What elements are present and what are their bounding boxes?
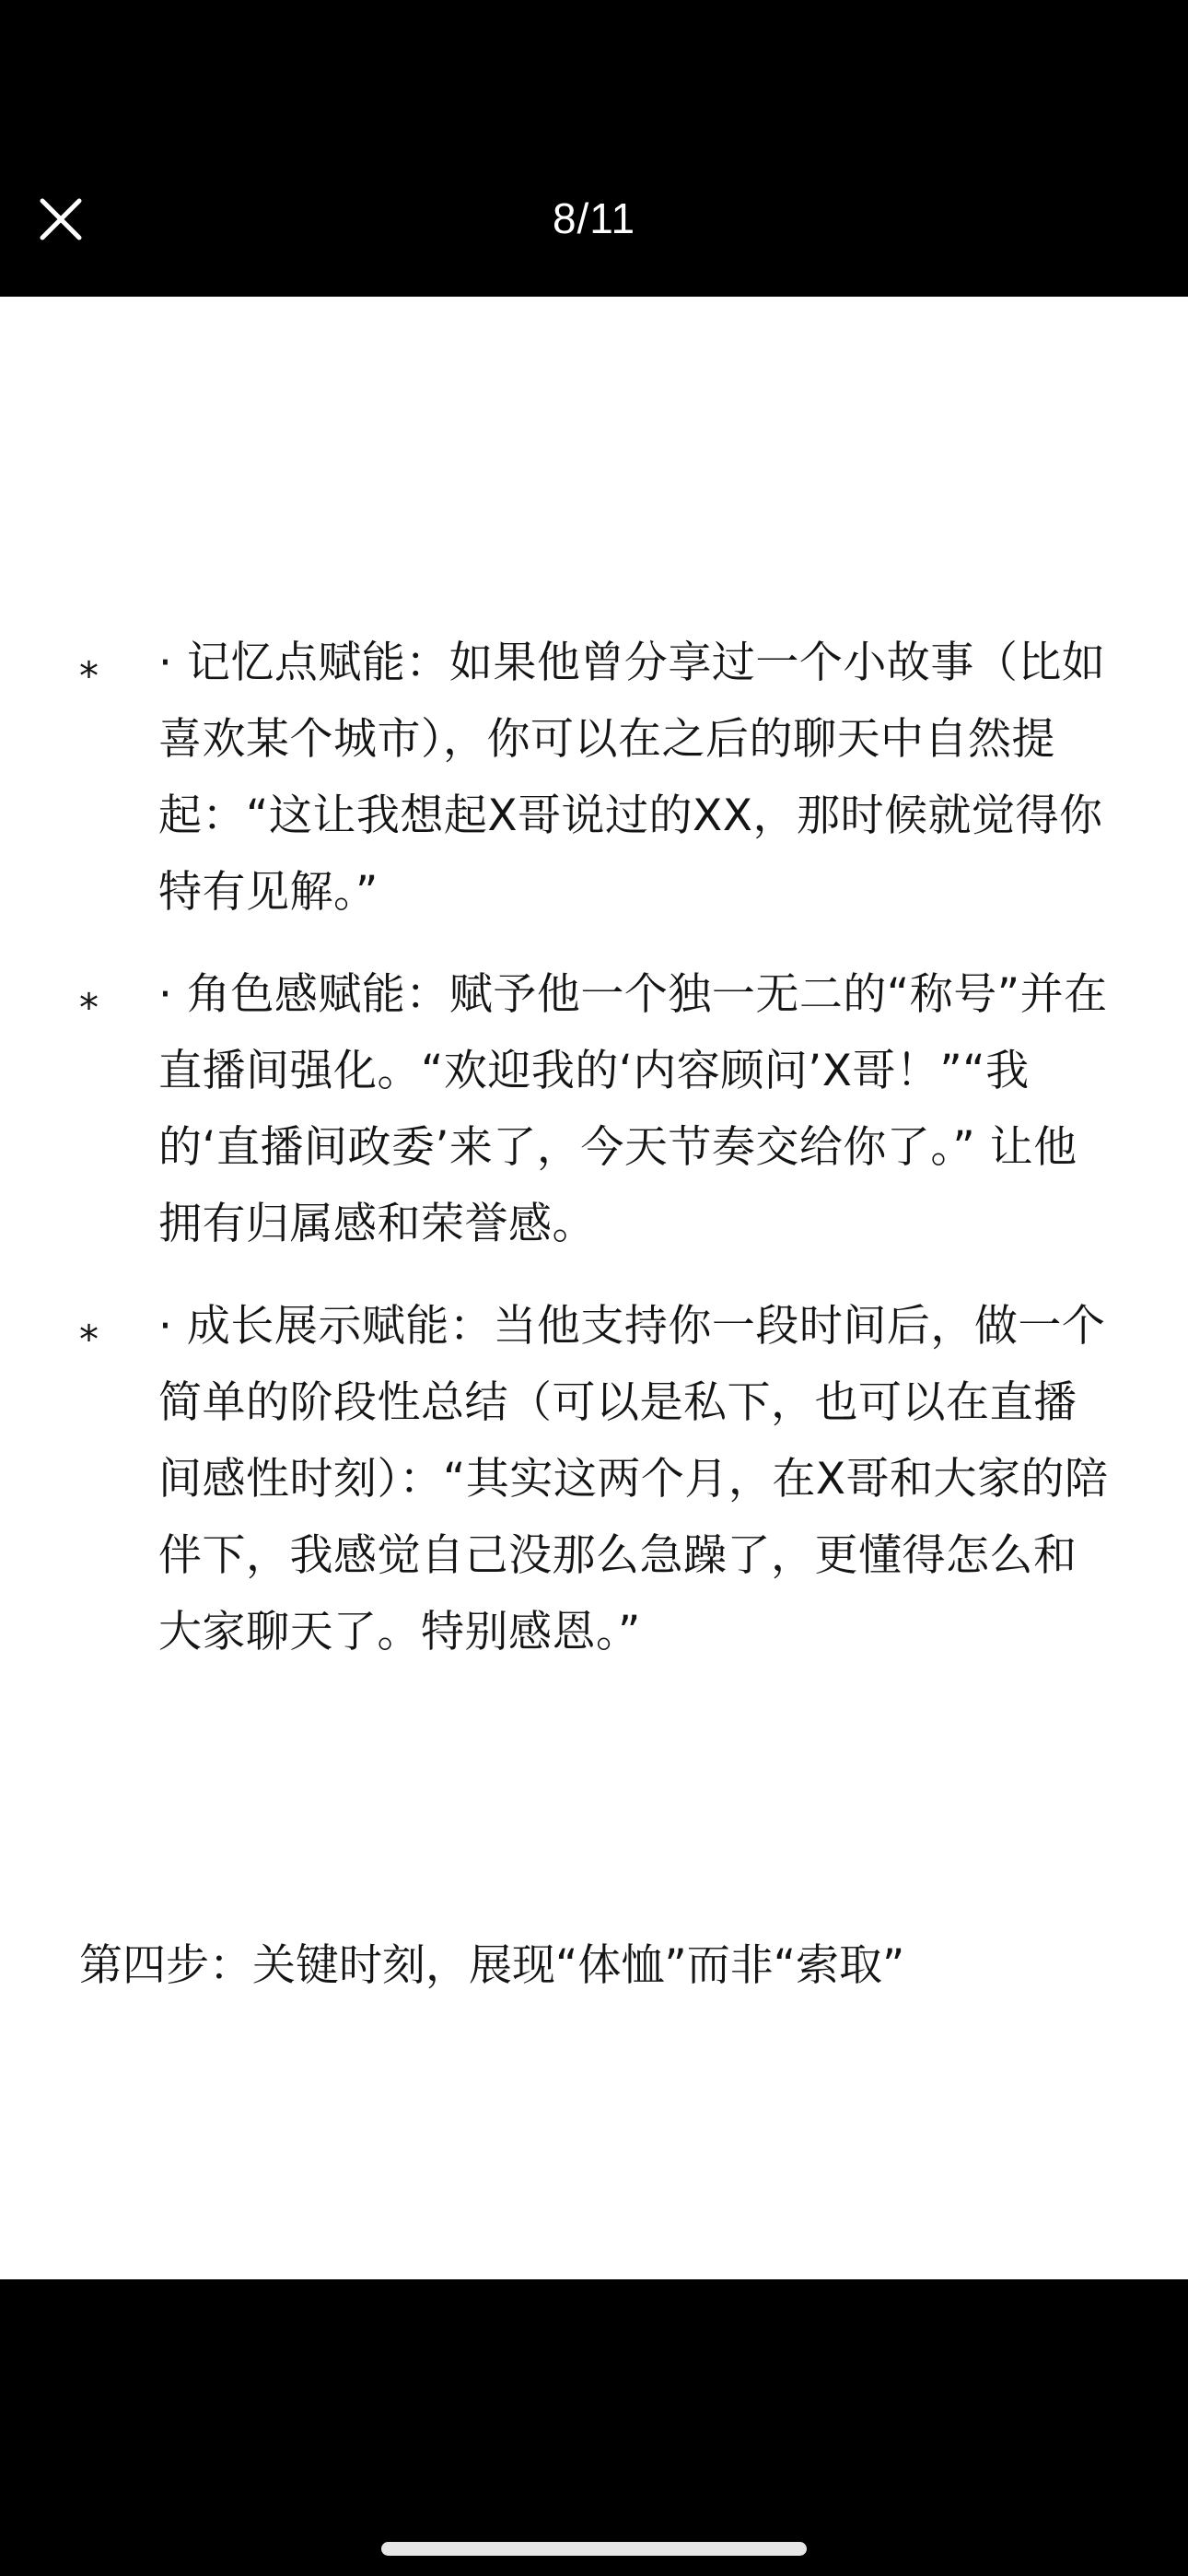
viewer-bottom-bar (0, 2279, 1188, 2576)
page-counter: 8/11 (552, 194, 636, 242)
step-heading: 第四步：关键时刻，展现“体恤”而非“索取” (79, 1940, 905, 1991)
bullet-text: · 记忆点赋能：如果他曾分享过一个小故事（比如喜欢某个城市），你可以在之后的聊天中自然提起：“这让我想起X哥说过的XX，那时候就觉得你特有见解。” (158, 638, 1106, 918)
bullet-marker: * (79, 653, 99, 698)
viewer-top-bar (0, 0, 1188, 297)
page-content (0, 297, 1188, 2279)
home-indicator[interactable] (381, 2542, 807, 2556)
bullet-marker: * (79, 1317, 99, 1362)
bullet-text: · 角色感赋能：赋予他一个独一无二的“称号”并在直播间强化。“欢迎我的‘内容顾问’X哥！”“我的‘直播间政委’来了，今天节奏交给你了。” 让他拥有归属感和荣誉感。 (158, 969, 1108, 1249)
bullet-marker: * (79, 985, 99, 1030)
bullet-text: · 成长展示赋能：当他支持你一段时间后，做一个简单的阶段性总结（可以是私下，也可以在直播间感性时刻）：“其实这两个月，在X哥和大家的陪伴下，我感觉自己没那么急躁了，更懂得怎么和大家聊天了。特别感恩。” (158, 1301, 1109, 1657)
